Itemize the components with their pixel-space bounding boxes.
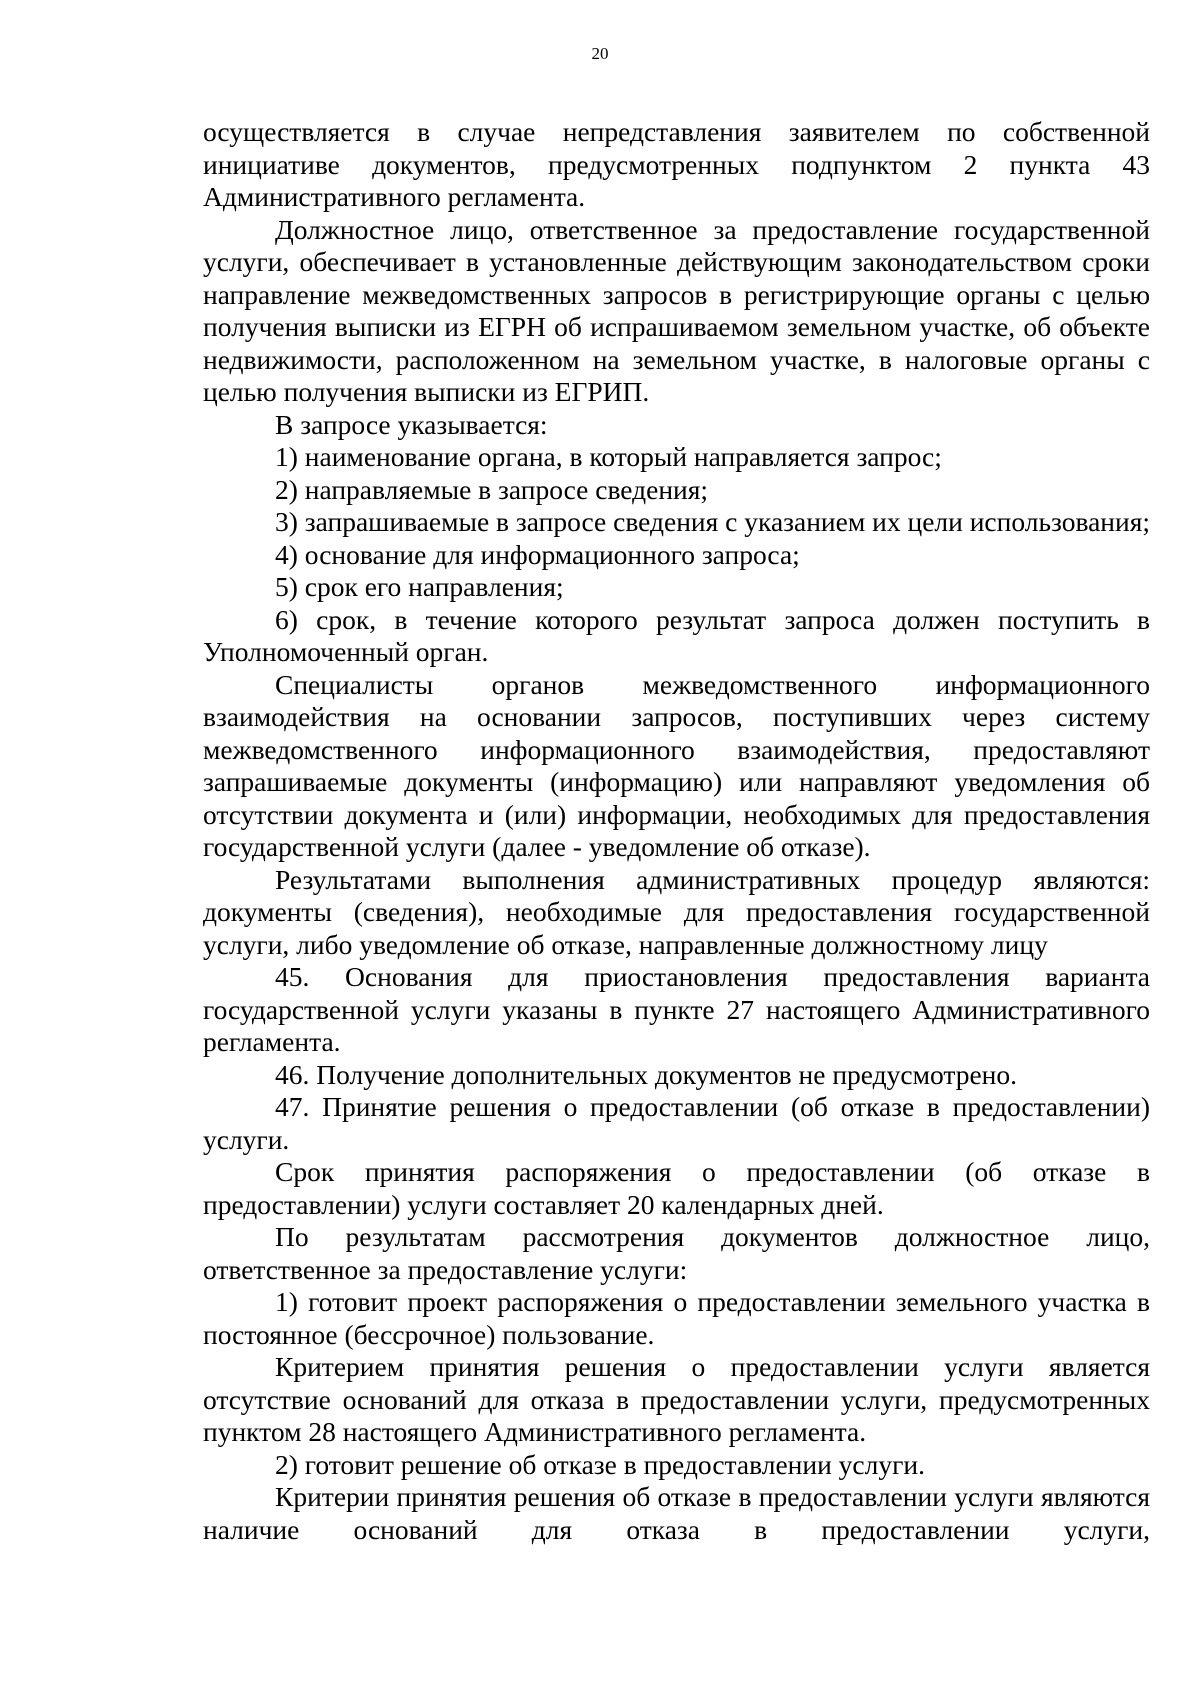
paragraph: осуществляется в случае непредставления заявителем по собственной инициативе документов, предусмотренных подпунктом 2 пункта 43 Административного регламента. [203, 116, 1150, 212]
paragraph: Результатами выполнения административных процедур являются: документы (сведения), необходимые для предоставления государственной услуги, либо уведомление об отказе, направленные должностному лицу [203, 863, 1150, 960]
paragraph: Специалисты органов межведомственного информационного взаимодействия на основании запросов, поступивших через систему межведомственного информационного взаимодействия, предоставляют запрашиваемые документы (информацию) или направляют уведомления об отсутствии документа и (или) информации, необходимых для предоставления государственной услуги (далее - уведомление об отказе). [203, 668, 1150, 862]
list-item: 2) направляемые в запросе сведения; [275, 473, 709, 505]
document-body [203, 116, 1150, 1546]
list-item: 6) срок, в течение которого результат запроса должен поступить в Уполномоченный орган. [203, 603, 1150, 667]
paragraph: 47. Принятие решения о предоставлении (об отказе в предоставлении) услуги. [203, 1091, 1150, 1155]
page-number: 20 [591, 44, 609, 63]
list-item: 3) запрашиваемые в запросе сведения с указанием их цели использования; [275, 506, 1151, 537]
list-item: 1) готовит проект распоряжения о предоставлении земельного участка в постоянное (бессрочное) пользование. [203, 1286, 1150, 1350]
paragraph: В запросе указывается: [275, 408, 548, 440]
paragraph: 45. Основания для приостановления предоставления варианта государственной услуги указаны в пункте 27 настоящего Административного регламента. [203, 961, 1150, 1057]
paragraph: Срок принятия распоряжения о предоставлении (об отказе в предоставлении) услуги составляет 20 календарных дней. [203, 1156, 1150, 1220]
paragraph: Критерием принятия решения о предоставлении услуги является отсутствие оснований для отказа в предоставлении услуги, предусмотренных пунктом 28 настоящего Административного регламента. [203, 1351, 1150, 1447]
list-item: 1) наименование органа, в который направляется запрос; [275, 441, 942, 472]
paragraph: По результатам рассмотрения документов должностное лицо, ответственное за предоставление услуги: [203, 1221, 1150, 1285]
paragraph: 46. Получение дополнительных документов не предусмотрено. [275, 1058, 1018, 1090]
list-item: 2) готовит решение об отказе в предоставлении услуги. [275, 1448, 925, 1480]
list-item: 5) срок его направления; [275, 571, 564, 602]
list-item: 4) основание для информационного запроса; [275, 538, 800, 570]
paragraph: Должностное лицо, ответственное за предоставление государственной услуги, обеспечивает в установленные действующим законодательством сроки направление межведомственных запросов в регистрирующие органы с целью получения выписки из ЕГРН об испрашиваемом земельном участке, об объекте недвижимости, расположенном на земельном участке, в налоговые органы с целью получения выписки из ЕГРИП. [203, 213, 1150, 407]
paragraph: Критерии принятия решения об отказе в предоставлении услуги являются наличие оснований для отказа в предоставлении услуги, [203, 1481, 1150, 1545]
